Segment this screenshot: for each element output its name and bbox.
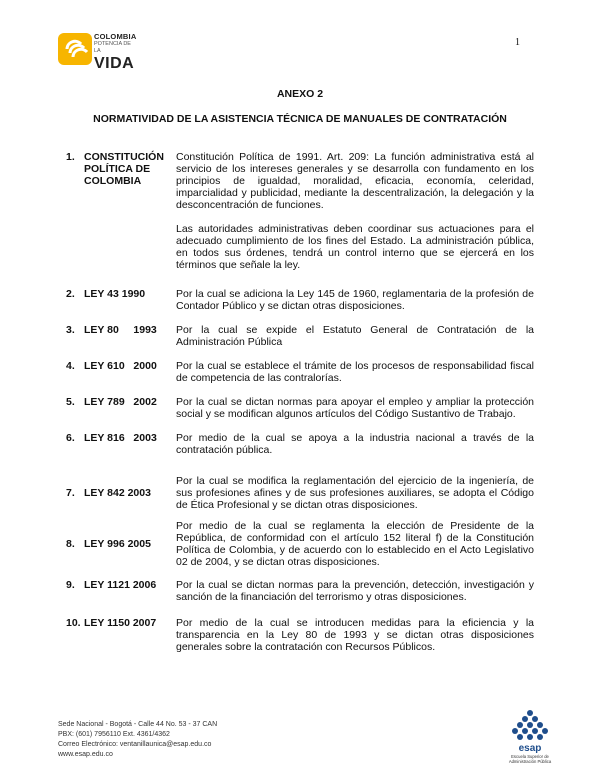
esap-logo-icon	[512, 710, 548, 740]
item-description: Por la cual se modifica la reglamentación del ejercicio de la ingeniería, de sus profesiones afines y de sus profesiones auxiliares, se adopta el Código de Ética Profesional y se dictan otras disposiciones.	[176, 474, 534, 511]
item-number: 1.	[66, 151, 75, 163]
item-number: 9.	[66, 579, 75, 591]
item-name: LEY 996 2005	[84, 538, 151, 550]
item-description: Por medio de la cual se introducen medidas para la eficiencia y la transparencia en la Ley 80 de 1993 y se dictan otras disposiciones generales sobre la contratación con Recursos Públicos.	[176, 617, 534, 653]
item-number: 8.	[66, 538, 75, 550]
esap-logo-name: esap	[518, 743, 542, 754]
list-item	[66, 396, 536, 432]
footer-address: Sede Nacional - Bogotá - Calle 44 No. 53 - 37 CAN	[58, 721, 218, 728]
list-item	[66, 324, 536, 360]
item-name: LEY 789 2002	[84, 396, 157, 408]
footer-phone: PBX: (601) 7956110 Ext. 4361/4362	[58, 731, 170, 738]
logo-text-potencia: POTENCIA DE LA	[94, 41, 131, 54]
item-description: Por medio de la cual se apoya a la industria nacional a través de la contratación pública.	[176, 432, 534, 456]
normativity-list	[66, 151, 536, 657]
item-description	[176, 151, 534, 288]
item-description: Por la cual se expide el Estatuto General de Contratación de la Administración Pública	[176, 324, 534, 348]
item-name: LEY 816 2003	[84, 432, 157, 444]
list-item	[66, 288, 536, 324]
item-number: 10.	[66, 617, 81, 629]
item-name: LEY 80 1993	[84, 324, 157, 336]
esap-logo	[500, 707, 560, 767]
item-paragraph: Las autoridades administrativas deben coordinar sus actuaciones para el adecuado cumplimiento de los fines del Estado. La administración pública, en todos sus órdenes, tendrá un control interno que se ejercerá en los términos que señale la ley.	[176, 223, 534, 271]
item-description: Por la cual se adiciona la Ley 145 de 1960, reglamentaria de la profesión de Contador Público y se dictan otras disposiciones.	[176, 288, 534, 312]
logo-text-colombia: COLOMBIA	[94, 32, 137, 41]
footer-contact	[58, 720, 217, 760]
document-title: ANEXO 2	[276, 88, 324, 100]
item-description: Por la cual se establece el trámite de los procesos de responsabilidad fiscal de competencia de las contralorías.	[176, 360, 534, 384]
logo-text-vida: VIDA	[94, 55, 135, 72]
item-name: LEY 43 1990	[84, 288, 146, 300]
list-item	[66, 617, 536, 657]
item-description: Por la cual se dictan normas para la prevención, detección, investigación y sanción de la financiación del terrorismo y otras disposiciones.	[176, 579, 534, 603]
document-subtitle: NORMATIVIDAD DE LA ASISTENCIA TÉCNICA DE MANUALES DE CONTRATACIÓN	[93, 113, 507, 125]
colombia-logo-icon	[58, 33, 92, 65]
item-number: 5.	[66, 396, 75, 408]
item-description: Por la cual se dictan normas para apoyar el empleo y ampliar la protección social y se modifican algunos artículos del Código Sustantivo de Trabajo.	[176, 396, 534, 420]
item-name: LEY 1150 2007	[84, 617, 157, 629]
item-name: LEY 842 2003	[84, 486, 151, 499]
item-name: CONSTITUCIÓN POLÍTICA DE COLOMBIA	[84, 151, 164, 187]
item-name: LEY 1121 2006	[84, 579, 157, 591]
footer-website: www.esap.edu.co	[58, 751, 113, 758]
page-number: 1	[515, 37, 520, 48]
list-item	[66, 360, 536, 396]
list-item	[66, 151, 536, 288]
item-number: 2.	[66, 288, 75, 300]
item-number: 3.	[66, 324, 75, 336]
list-item	[66, 432, 536, 468]
footer-email: Correo Electrónico: ventanillaunica@esap.edu.co	[58, 741, 212, 748]
list-item	[66, 468, 536, 517]
esap-tagline-1: Escuela Superior de	[511, 754, 549, 759]
item-description: Por medio de la cual se reglamenta la elección de Presidente de la República, de conformidad con el artículo 152 literal f) de la Constitución Política de Colombia, y de acuerdo con lo establecido en el Acto Legislativo 02 de 2004, y se dictan otras disposiciones.	[176, 520, 534, 568]
item-number: 4.	[66, 360, 75, 372]
item-number: 7.	[66, 486, 75, 499]
list-item	[66, 579, 536, 617]
item-paragraph: Constitución Política de 1991. Art. 209: La función administrativa está al servicio de los intereses generales y se desarrolla con fundamento en los principios de igualdad, moralidad, eficacia, economía, celeridad, imparcialidad y publicidad, mediante la descentralización, la delegación y la desconcentración de funciones.	[176, 151, 534, 211]
item-number: 6.	[66, 432, 75, 444]
esap-tagline-2: Administración Pública	[508, 759, 552, 764]
item-name: LEY 610 2000	[84, 360, 157, 372]
list-item	[66, 520, 536, 568]
